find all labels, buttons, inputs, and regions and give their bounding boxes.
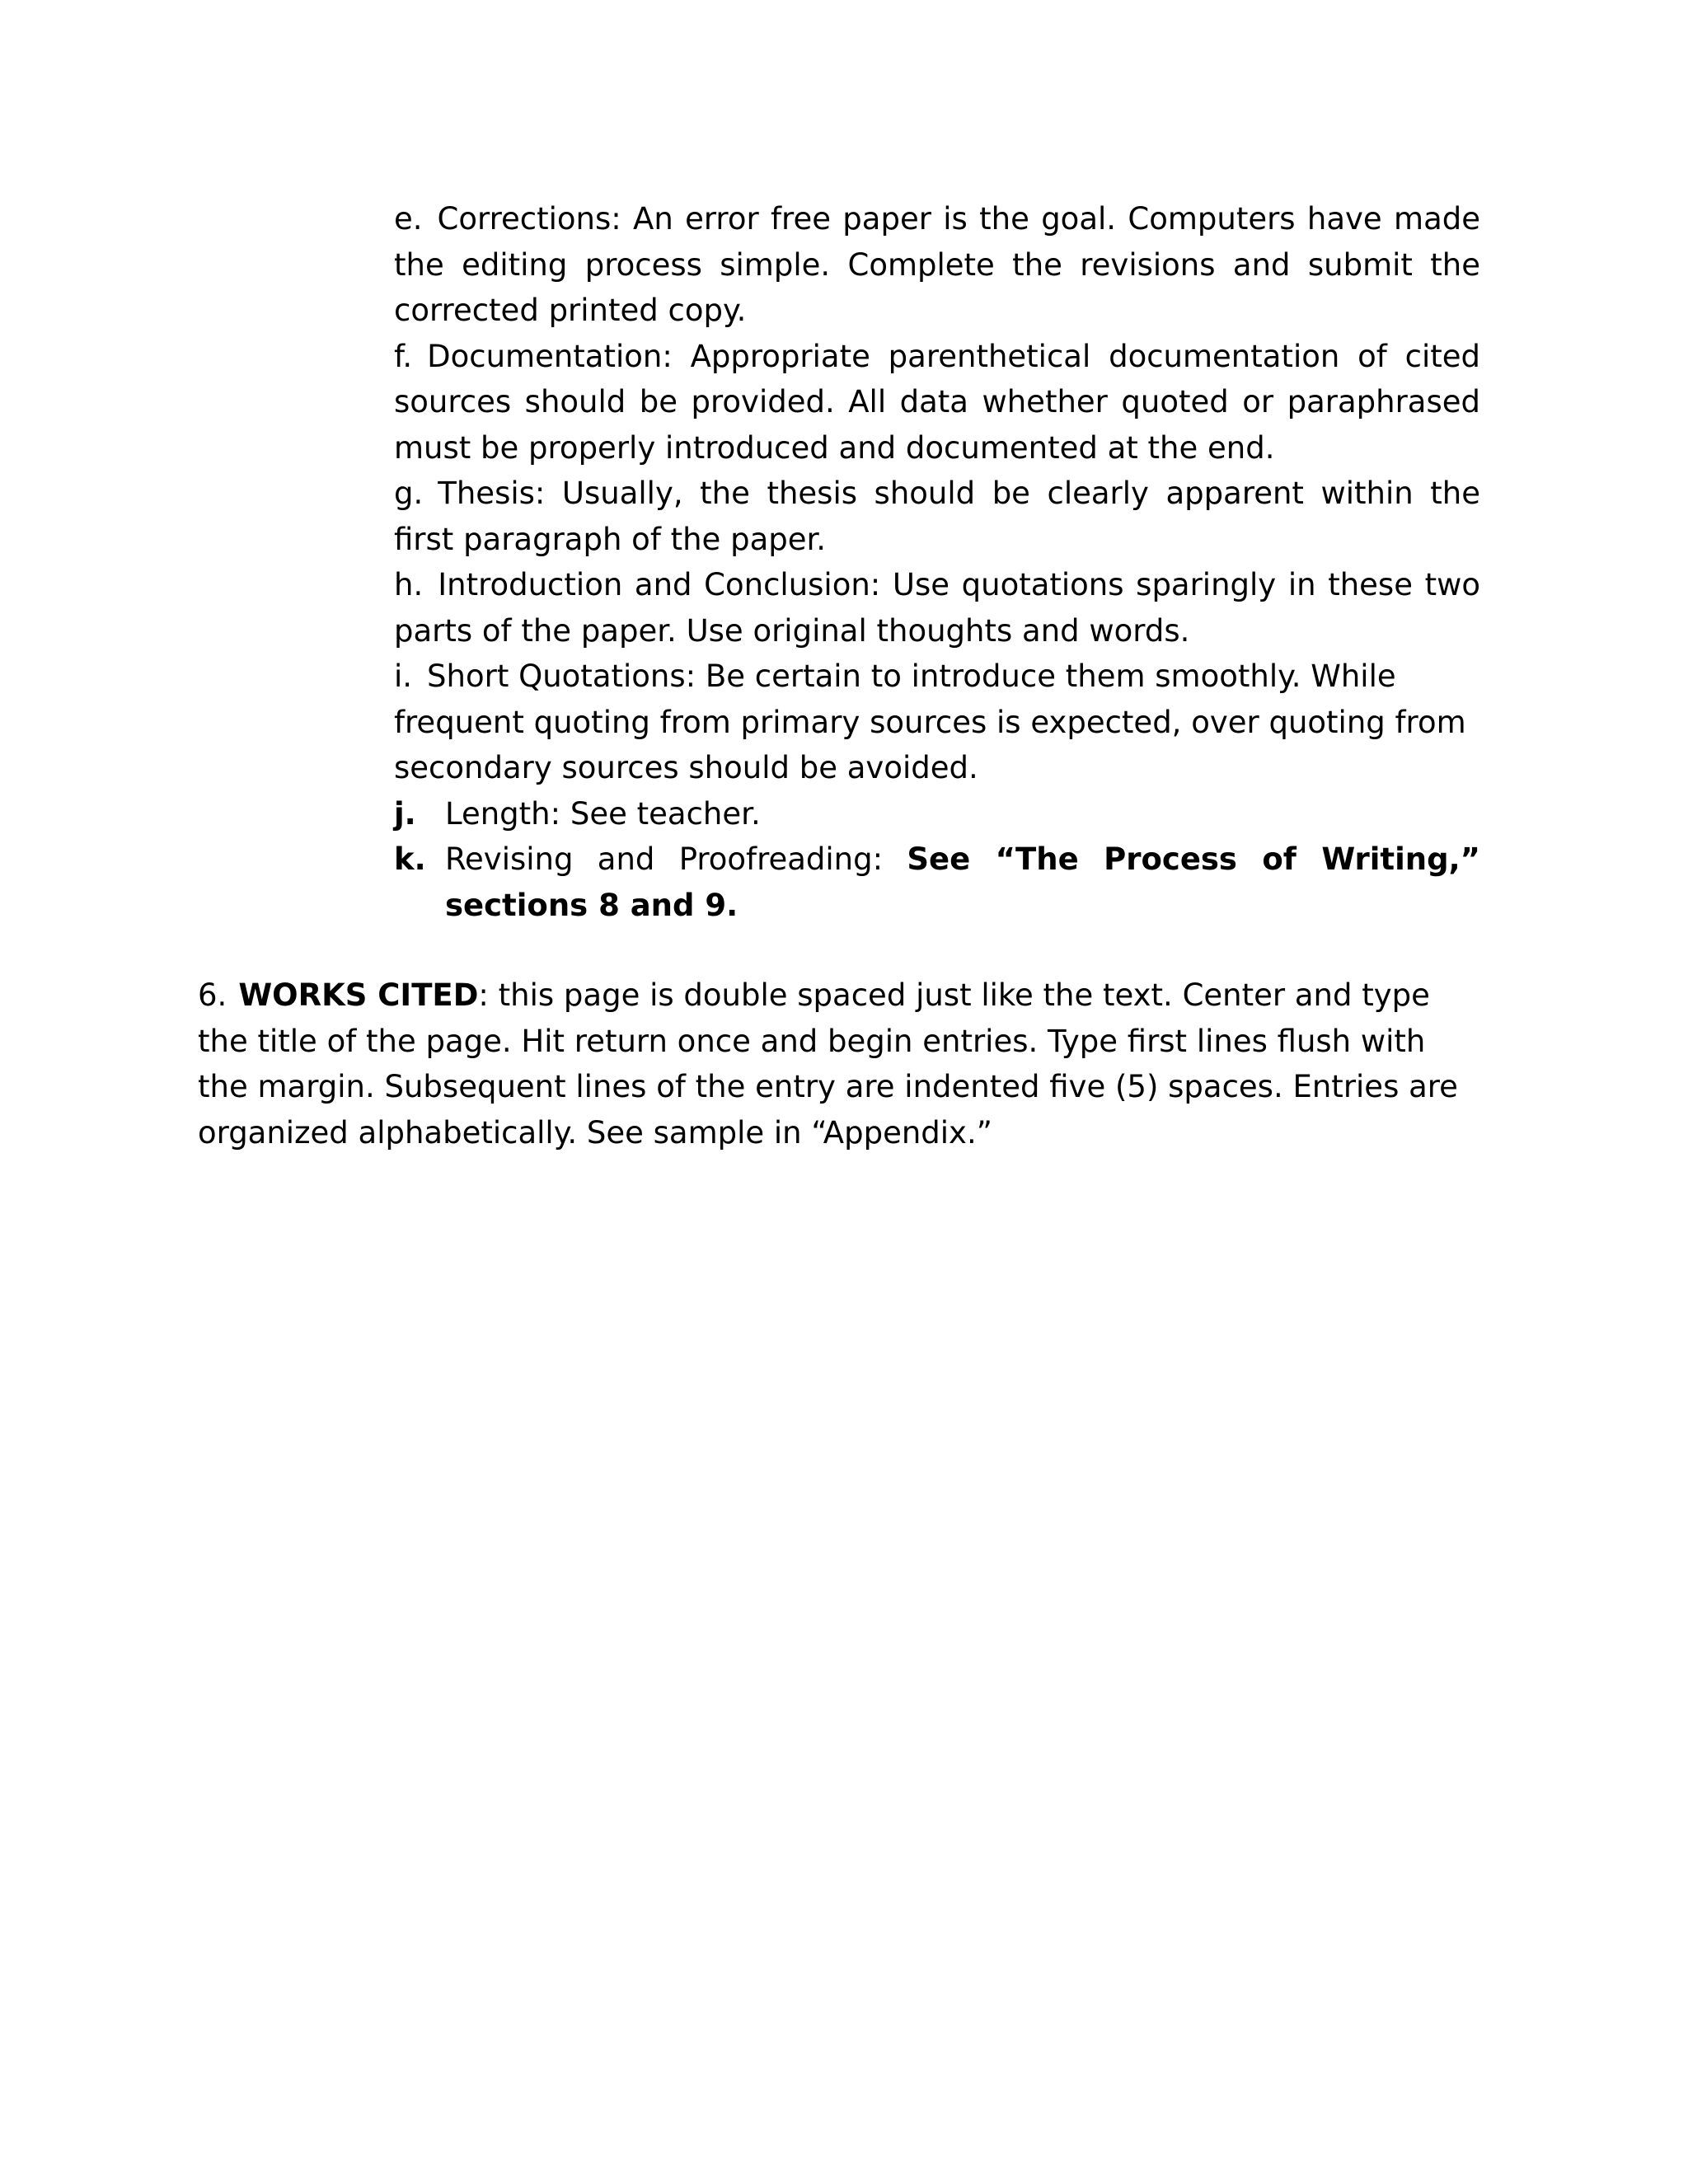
- item-label: e.: [394, 201, 423, 237]
- list-item-short-quotations: [394, 654, 1480, 791]
- item-label: i.: [394, 658, 413, 694]
- item-bold-reference: See “The Process of Writing,” sections 8 and 9.: [445, 841, 1480, 923]
- list-item-introduction-conclusion: [394, 562, 1480, 654]
- guideline-list: [394, 196, 1480, 928]
- section-number: 6.: [198, 977, 227, 1013]
- list-item-corrections: [394, 196, 1480, 334]
- item-text: Length: See teacher.: [445, 795, 761, 832]
- item-label: k.: [394, 841, 426, 877]
- list-item-documentation: [394, 334, 1480, 471]
- item-label: h.: [394, 567, 424, 602]
- item-label: j.: [394, 795, 416, 832]
- item-text: Documentation: Appropriate parenthetical documentation of cited sources should be provided. All data whether quoted or paraphrased must be properly introduced and documented at the end.: [394, 338, 1480, 466]
- section-heading: WORKS CITED: [238, 977, 479, 1013]
- section-text: : this page is double spaced just like the text. Center and type the title of the page. Hit return once and begin entries. Type first lines flush with the margin. Subsequent lines of the entry are indented five (5) spaces. Entries are organized alphabetically. See sample in “Appendix.”: [198, 977, 1458, 1151]
- list-item-length: [394, 791, 1480, 837]
- list-item-revising-proofreading: [394, 837, 1480, 928]
- section-works-cited: [198, 972, 1480, 1155]
- item-text: Thesis: Usually, the thesis should be clearly apparent within the first paragraph of the paper.: [394, 476, 1480, 557]
- item-label: f.: [394, 338, 413, 374]
- list-item-thesis: [394, 471, 1480, 562]
- item-text: Corrections: An error free paper is the goal. Computers have made the editing process simple. Complete the revisions and submit the corrected printed copy.: [394, 201, 1480, 328]
- item-text: Revising and Proofreading:: [445, 841, 907, 877]
- item-label: g.: [394, 476, 424, 511]
- item-text: Introduction and Conclusion: Use quotations sparingly in these two parts of the paper. Use original thoughts and words.: [394, 567, 1480, 649]
- item-text: Short Quotations: Be certain to introduce them smoothly. While frequent quoting from primary sources is expected, over quoting from secondary sources should be avoided.: [394, 658, 1466, 785]
